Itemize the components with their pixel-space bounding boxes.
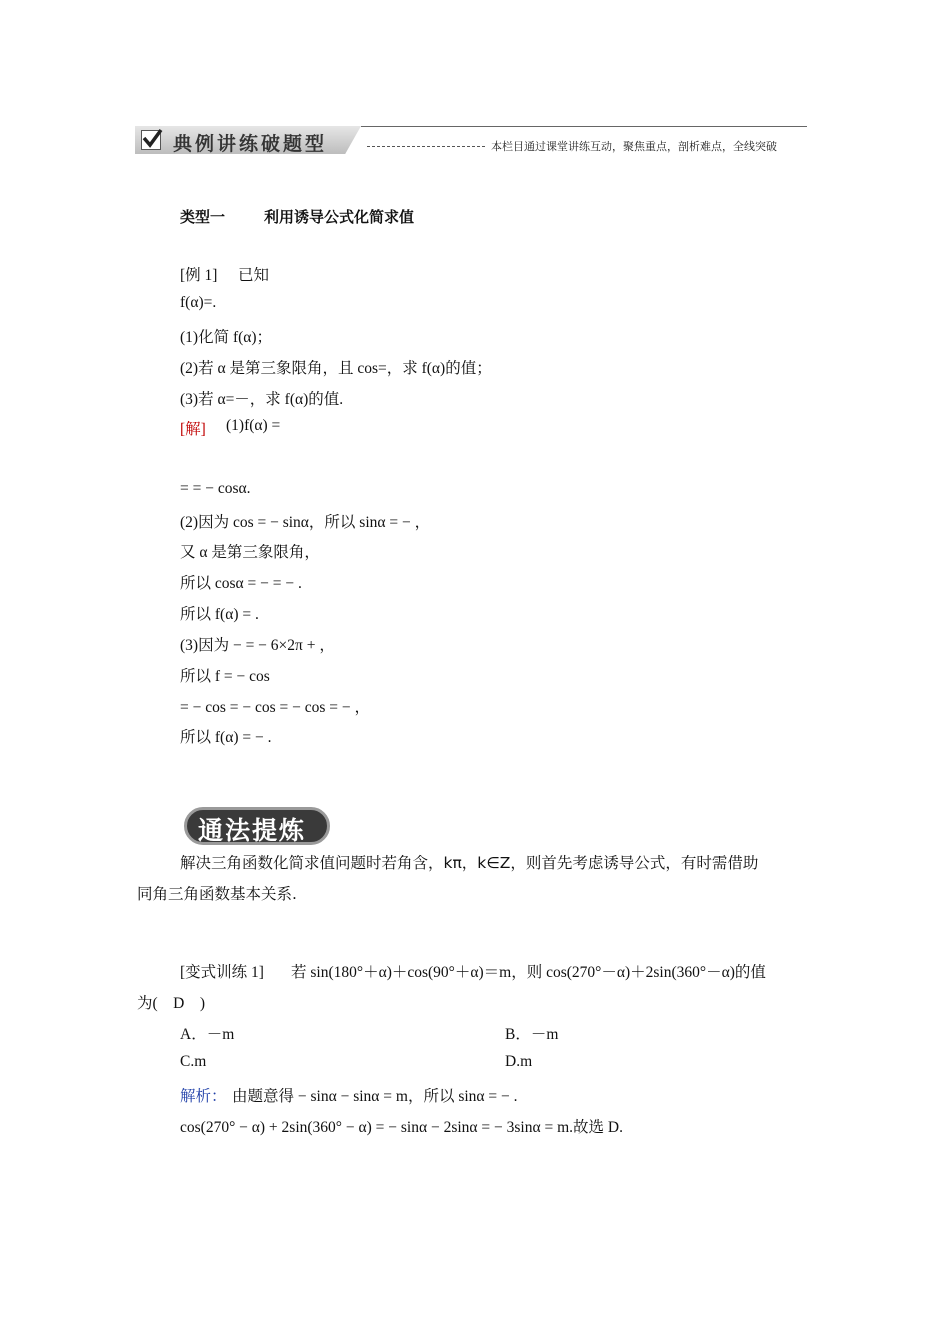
analysis-line-1: 由题意得 − sinα − sinα = m，所以 sinα = − . — [232, 1088, 518, 1105]
banner-rule — [361, 126, 807, 127]
type-title: 利用诱导公式化简求值 — [264, 208, 415, 226]
solution-line-6: 所以 f(α) = . — [180, 606, 259, 623]
exercise-stem-line-2: 为( D ) — [137, 995, 206, 1012]
exercise-label: [变式训练 1] — [180, 964, 264, 981]
method-badge-text: 通法提炼 — [198, 816, 307, 845]
example-question-2: (2)若 α 是第三象限角，且 cos=，求 f(α)的值； — [180, 360, 492, 377]
solution-line-7: (3)因为 − = − 6×2π + ， — [180, 637, 335, 654]
solution-label: [解] — [180, 421, 206, 438]
solution-line-5: 所以 cosα = − = − . — [180, 575, 302, 592]
example-question-1: (1)化简 f(α)； — [180, 329, 273, 346]
solution-line-2: = = − cosα. — [180, 480, 251, 497]
option-d: D.m — [505, 1053, 533, 1070]
option-c: C.m — [180, 1053, 207, 1070]
example-label: [例 1] — [180, 267, 218, 284]
solution-line-3: (2)因为 cos = − sinα，所以 sinα = − ， — [180, 514, 431, 531]
analysis-line-2: cos(270° − α) + 2sin(360° − α) = − sinα − 2sinα = − 3sinα = m.故选 D. — [180, 1119, 623, 1136]
solution-line-4: 又 α 是第三象限角， — [180, 544, 320, 561]
banner-dashes — [367, 146, 485, 147]
method-badge — [184, 803, 334, 849]
example-question-3: (3)若 α=－，求 f(α)的值. — [180, 391, 344, 408]
example-function: f(α)=. — [180, 294, 217, 311]
method-text-line-2: 同角三角函数基本关系. — [137, 885, 297, 903]
option-b: B．－m — [505, 1026, 559, 1043]
checkmark-icon — [141, 130, 161, 150]
solution-line-8: 所以 f = − cos — [180, 668, 270, 685]
example-intro: 已知 — [238, 266, 270, 284]
section-banner — [135, 124, 807, 158]
solution-line-1: (1)f(α) = — [226, 417, 281, 434]
type-label: 类型一 — [180, 208, 226, 226]
banner-title: 典例讲练破题型 — [173, 133, 328, 155]
solution-line-10: 所以 f(α) = − . — [180, 729, 272, 746]
exercise-stem-line-1: 若 sin(180°＋α)＋cos(90°＋α)＝m，则 cos(270°－α)＋2sin(360°－α)的值 — [291, 964, 766, 981]
method-text-line-1: 解决三角函数化简求值问题时若角含，kπ，k∈Z，则首先考虑诱导公式，有时需借助 — [180, 854, 759, 872]
analysis-label: 解析： — [180, 1087, 227, 1105]
banner-description: 本栏目通过课堂讲练互动，聚焦重点，剖析难点，全线突破 — [491, 140, 777, 153]
solution-line-9: = − cos = − cos = − cos = − ， — [180, 699, 371, 716]
option-a: A．－m — [180, 1026, 235, 1043]
